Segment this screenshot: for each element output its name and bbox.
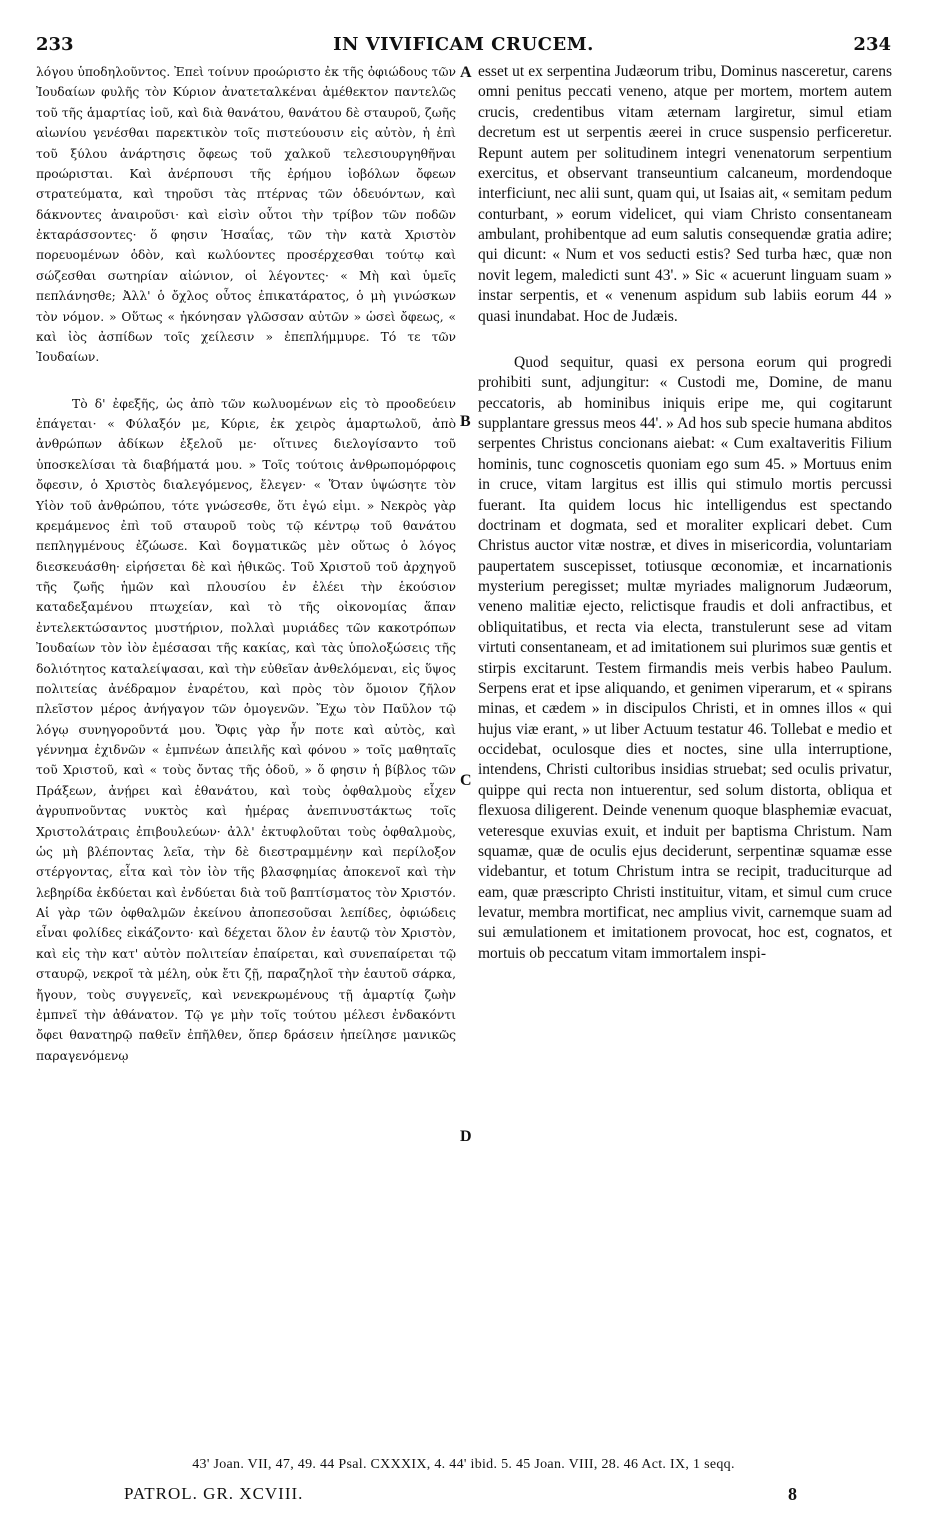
margin-letter-a: A	[460, 64, 472, 81]
greek-paragraph-1: λόγου ὑποδηλοῦντος. Ἐπεὶ τοίνυν προώριστο ἐκ τῆς ὀφιώδους τῶν Ἰουδαίων φυλῆς τὸν Κύριον ἀνατεταλκέναι ἀμέθεκτον παντελῶς τοῦ τῆς ἁμαρτίας ἰοῦ, καὶ διὰ θανάτου, θανάτου δὲ σταυροῦ, ζωῆς αἰωνίου γενέσθαι παρεκτικὸν τοῖς πιστεύουσιν εἰς αὐτὸν, ἡ ἐπὶ τοῦ ξύλου ἀνάρτησις ὄφεως τοῦ χαλκοῦ τελεσιουργηθῆναι προώρισται. Καὶ ἀνέρπουσι τῆς ἐρήμου ἰοβόλων ὄφεων στρατεύματα, καὶ τηροῦσι τὰς πτέρνας τῶν ὁδευόντων, καὶ δάκνοντες ἀναιροῦσι· καὶ εἰσὶν οὗτοι τὴν τρίβον τῶν ποδῶν ἐκταράσσοντες· ὅ φησιν Ἡσαΐας, τῶν τὴν κατὰ Χριστὸν πορευομένων ὁδὸν, καὶ κωλύοντες προσέρχεσθαι τούτῳ καὶ σώζεσθαι σωτηρίαν αἰώνιον, οἱ λέγοντες· « Μὴ καὶ ὑμεῖς πεπλάνησθε; Ἀλλ' ὁ ὄχλος οὗτος ἐπικατάρατος, ὁ μὴ γινώσκων τὸν νόμον. » Οὕτως « ἠκόνησαν γλῶσσαν αὐτῶν » ὡσεὶ ὄφεως, « καὶ ἰὸς ἀσπίδων τοῖς χείλεσιν » ἐπεπλήμμυρε. Τό τε τῶν Ἰουδαίων.	[36, 65, 456, 365]
running-title: IN VIVIFICAM CRUCEM.	[333, 34, 594, 55]
running-head	[36, 34, 891, 58]
margin-letter-b: B	[460, 413, 471, 430]
greek-paragraph-2: Τὸ δ' ἐφεξῆς, ὡς ἀπὸ τῶν κωλυομένων εἰς τὸ προοδεύειν ἐπάγεται· « Φύλαξόν με, Κύριε, ἐκ χειρὸς ἁμαρτωλοῦ, ἀπὸ ἀνθρώπων ἀδίκων ἐξελοῦ με· οἵτινες διελογίσαντο τοῦ ὑποσκελίσαι τὰ διαβήματά μου. » Τοῖς τούτοις ἀνθρωπομόρφοις ὄφεσιν, ὁ Χριστὸς διαλεγόμενος, ἔλεγεν· « Ὅταν ὑψώσητε τὸν Υἱὸν τοῦ ἀνθρώπου, τότε γνώσεσθε, ὅτι ἐγώ εἰμι. » Νεκρὸς γὰρ κρεμάμενος ἐπὶ τοῦ σταυροῦ τοὺς τῷ κέντρῳ τοῦ θανάτου πεπληγμένους ἐζώωσε. Καὶ δογματικῶς μὲν οὕτως ὁ λόγος διεσκευάσθη· εἰρήσεται δὲ καὶ ἠθικῶς. Τοῦ Χριστοῦ τοῦ ἀρχηγοῦ τῆς ζωῆς ἡμῶν καὶ πλουσίου ἐν ἐλέει τὴν ἑκούσιον καταδεξαμένου πτωχείαν, καὶ τὸ τῆς οἰκονομίας ἅπαν ἐντελεκτώσαντος μυστήριον, πολλαὶ μυριάδες τῶν κακοτρόπων Ἰουδαίων τὸν ἰὸν ἐμέσασαι τῆς κακίας, καὶ τὰς ὑπολοξώσεις τῆς δολιότητος καταλείψασαι, καὶ τὴν εὐθεῖαν ἀνθελόμεναι, εἰς ὕψος πολιτείας ἀνέδραμον ἐναρέτου, καὶ πρὸς τὸν ὅμοιον ζῆλον πλεῖστον μέρος ἀνήγαγον τῶν ὁμογενῶν. Ἔχω τὸν Παῦλον τῷ λόγῳ συνηγοροῦντά μου. Ὄφις γὰρ ἦν ποτε καὶ αὐτὸς, καὶ γέννημα ἐχιδνῶν « ἐμπνέων ἀπειλῆς καὶ φόνου » τοῖς μαθηταῖς τοῦ Χριστοῦ, καὶ « τοὺς ὄντας τῆς ὁδοῦ, » ὅ φησιν ἡ βίβλος τῶν Πράξεων, ἀνῄρει καὶ ἐθανάτου, καὶ τοὺς ὀφθαλμοὺς εἶχεν ἀγρυπνοῦντας νυκτὸς καὶ ἡμέρας ἀνεπινυστάκτως τοῖς Χριστολάτραις ἐπιβουλεύων· ἀλλ' ἐκτυφλοῦται τοὺς ὀφθαλμοὺς, ὡς μὴ βλέποντας λεῖα, τὴν δὲ διεστραμμένην καὶ περίλοξον στέργοντας, εἶτα καὶ τὸν ἰὸν τῆς βλασφημίας ἀποκενοῖ καὶ τὴν λεβηρίδα ἐκδύεται καὶ ἐνδύεται διὰ τοῦ βαπτίσματος τὸν Χριστόν. Αἱ γὰρ τῶν ὀφθαλμῶν ἐκείνου ἀποπεσοῦσαι λεπίδες, ὀφιώδεις εἶναι φολίδες εἰκάζοντο· καὶ δέχεται ὅλον ἐν ἑαυτῷ τὸν Χριστὸν, καὶ εἰς τὴν κατ' αὐτὸν πολιτείαν ἐπαίρεται, καὶ συνεπαίρεται τῷ σταυρῷ, νεκροῖ τὰ μέλη, οὐκ ἔτι ζῇ, παραζηλοῖ τὴν ἑαυτοῦ σάρκα, ἤγουν, τοὺς συγγενεῖς, καὶ νενεκρωμένους τῇ ἁμαρτίᾳ ζωὴν ἐμπνεῖ τὴν ἀθάνατον. Τῷ γε μὴν τοῖς τούτου μέλεσι ἐνδακόντι ὄφει θανατηρῷ παθεῖν ἐπῆλθεν, ὅπερ δράσειν ἠπείλησε μανικῶς παραγενόμενῳ	[36, 396, 456, 1063]
latin-paragraph-1: esset ut ex serpentina Judæorum tribu, Dominus nasceretur, carens omni penitus peccati veneno, atque per mortem, mortem autem crucis, credentibus vitam æternam largiretur, simul etiam decretum est ut serpentis æerei in cruce suspensio perficeretur. Repunt autem per solitudinem integri venenatorum serpentium exercitus, et observant transeuntium calcaneum, mordendoque interficiunt, nec alii sunt, quam qui, ut Isaias ait, « semitam pedum conturbant, » eorum videlicet, qui viam Christo consentaneam ambulant, prohibentque ad eum salutis consequendæ gratia adire; qui dicunt: « Num et vos seducti estis? Sed turba hæc, quæ non novit legem, maledicti sunt 43'. » Sic « acuerunt linguam suam » instar serpentis, et « venenum aspidum sub labiis eorum 44 » quasi inundabat. Hoc de Judæis.	[478, 63, 892, 325]
latin-paragraph-2: Quod sequitur, quasi ex persona eorum qui progredi prohibiti sunt, adjungitur: « Custodi me, Domine, de manu peccatoris, ab hominibus iniquis eripe me, qui cogitarunt supplantare gressus meos 44'. » Ad hos sub specie humana abditos serpentes Christus concionans aiebat: « Cum exaltaveritis Filium hominis, tunc cognoscetis quoniam ego sum 45. » Mortuus enim in cruce, vitam largitus est illis qui stimulo mortis percussi fuerant. Ita quidem locus hic intelligendus est spectando doctrinam et dogmata, sed et moraliter explicari debet. Cum Christus auctor vitæ nostræ, et dives in misericordia, voluntariam paupertatem suscepisset, totiusque œconomiæ, et incarnationis mysterium peregisset; multæ myriades malignorum Judæorum, veneno malitiæ ejecto, relictisque fraudis et doli anfractibus, et obliquitatibus, et recta via electa, transtulerunt sese ad vitam virtuti consentaneam, et ad imitationem sui plurimos suæ gentis et stirpis excitarunt. Testem firmandis meis verbis habeo Paulum. Serpens erat et ipse aliquando, et genimen viperarum, et « spirans minas, et cædem » in discipulos Christi, et in omnes illos « qui hujus viæ erant, » ut liber Actuum testatur 46. Tollebat e medio et occidebat, oculosque dies et noctes, sine ulla interruptione, intendens, Christi cultoribus insidias struebat; sed oculis privatur, quippe qui recta non intuerentur, sed solum distorta, obliqua et flexuosa diligerent. Deinde venenum quoque blasphemiæ evacuat, veteresque exuvias exuit, et induit per baptisma Christum. Nam squamæ, quæ de oculis ejus deciderunt, serpentinæ squamæ esse videbantur, et totum Christum intra se recipit, traduciturque ad eam, quæ præscripto Christi instituitur, vitam, et simul cum cruce levatur, membra mortificat, nec amplius vivit, carnemque suam ad sui æmulationem et imitationem provocat, hoc est, cognatos, et mortuis ob peccatum vitam immortalem inspi-	[478, 353, 892, 962]
page-number-left: 233	[36, 34, 74, 55]
page-number-right: 234	[853, 34, 891, 55]
latin-column	[478, 62, 892, 964]
signature-mark: 8	[788, 1484, 797, 1504]
greek-column	[36, 62, 456, 1066]
margin-letter-d: D	[460, 1128, 472, 1145]
footnotes: 43' Joan. VII, 47, 49. 44 Psal. CXXXIX, 4. 44' ibid. 5. 45 Joan. VIII, 28. 46 Act. IX, 1 seqq.	[192, 1457, 735, 1472]
margin-letter-c: C	[460, 772, 472, 789]
series-title: PATROL. GR. XCVIII.	[124, 1484, 304, 1503]
